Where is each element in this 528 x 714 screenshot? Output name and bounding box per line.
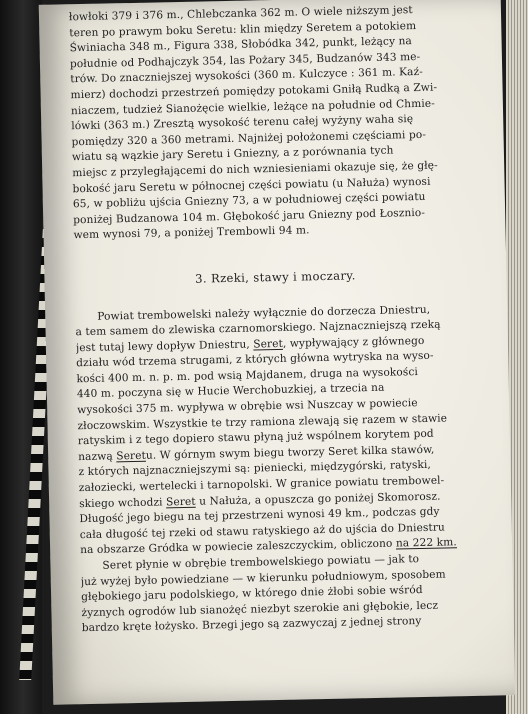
text-line: lówki (363 m.) Zresztą wysokość terenu całej wyżyny waha się [71, 113, 414, 133]
text-line: wysokości 375 m. wypływa w obrębie wsi Nuszcay w powiecie [77, 397, 418, 417]
text-line: załoziecki, wertelecki i tarnopolski. W granice powiatu trembowel- [78, 474, 445, 495]
text-line: bardzo kręte łożysko. Brzegi jego są zazwyczaj z jednej strony [81, 615, 422, 635]
underlined-word: Seret [165, 495, 196, 508]
paragraph-terrain [69, 2, 476, 244]
text-line: wem wynosi 79, a poniżej Trembowli 94 m. [73, 224, 310, 242]
text-line: pomiędzy 320 a 360 metrami. Najniżej położonemi częściami po- [71, 128, 427, 149]
text-line: ratyskim i z tego dopiero stawu płyną już wspólnem korytem pod [77, 427, 434, 448]
text-line: wiatu są wązkie jary Seretu i Gniezny, a z porównania tych [71, 144, 394, 164]
section-heading: 3. Rzeki, stawy i moczary. [195, 268, 356, 286]
underlined-word: Seret [253, 337, 284, 351]
text-line: już wyżej było powiedziane — w kierunku południowym, sposobem [80, 568, 446, 588]
text-line: cała długość tej rzeki od stawu ratyskiego aż do ujścia do Dniestru [79, 521, 446, 541]
text-line: Świniacha 348 m., Figura 338, Słobódka 342, punkt, leżący na [69, 35, 413, 55]
text-line: 65, w pobliżu ujścia Gniezny 73, a w południowej części powiatu [72, 190, 426, 211]
underlined-word: Seret [116, 449, 147, 463]
paragraph-rivers [75, 301, 482, 559]
text-line: mierz) dochodzi przestrzeń pomiędzy potokami Gniłą Rudką a Zwi- [70, 81, 438, 102]
page-text [69, 2, 484, 637]
book-page [39, 0, 516, 705]
text-line: na obszarze Gródka w powiecie zaleszczyckim, obliczono na 222 km. [80, 536, 457, 557]
text-line: żyznych ogrodów lub sianożęć niezbyt szerokie ani głębokie, lecz [81, 599, 439, 619]
text-line: południe od Podhajczyk 354, las Pożary 345, Budzanów 343 me- [69, 50, 421, 71]
paragraph-seret-course [80, 551, 484, 637]
text-line: miejsc z przyległającemi do nich wzniesieniami okazuje się, że głę- [72, 159, 438, 180]
text-line: złoczowskim. Wszystkie te trzy ramiona zlewają się razem w stawie [77, 412, 448, 432]
text-line: trów. Do znaczniejszej wysokości (360 m. Kulczyce : 361 m. Kaź- [70, 66, 424, 86]
text-line: skiego wchodzi Seret u Nałuża, a opuszcza go poniżej Skomorosz. [79, 490, 441, 510]
text-line: a tem samem do zlewiska czarnomorskiego. Najznaczniejszą rzeką [75, 318, 441, 339]
text-line: nazwą Seretu. W górnym swym biegu tworzy Seret kilka stawów, [78, 443, 435, 464]
text-line: łowłoki 379 i 376 m., Chlebczanka 362 m. O wiele niższym jest [68, 4, 413, 24]
text-line: Długość jego biegu na tej przestrzeni wynosi 49 km., podczas gdy [79, 505, 440, 526]
text-line: kości 400 m. n. p. m. pod wsią Majdanem, druga na wysokości [76, 365, 419, 386]
text-line: 440 m. poczyna się w Hucie Werchobuzkiej, a trzecia na [76, 382, 385, 401]
text-line: bokość jaru Seretu w północnej części powiatu (u Nałuża) wynosi [72, 175, 431, 195]
underlined-word: na 222 km. [395, 536, 457, 550]
text-line: teren po prawym boku Seretu: klin między Seretem a potokiem [69, 19, 417, 39]
text-line: niaczem, tudzież Sianożęcie wielkie, leżące na południe od Chmie- [70, 97, 435, 117]
text-line: działu wód trzema strugami, z których główna wytryska na wyso- [76, 350, 434, 370]
text-line: głębokiego jaru podolskiego, w którego dnie żłobi sobie wśród [81, 584, 423, 604]
text-line: Powiat trembowelski należy wyłącznie do dorzecza Dniestru, [97, 303, 431, 323]
text-line: jest tutaj lewy dopływ Dniestru, Seret, wypływający z głównego [75, 334, 425, 354]
text-line: Seret płynie w obrębie trembowelskiego powiatu — jak to [102, 553, 420, 572]
text-line: poniżej Budzanowa 104 m. Głębokość jaru Gniezny pod Łosznio- [73, 206, 426, 226]
text-line: z których najznaczniejszymi są: pieniecki, międzygórski, ratyski, [78, 459, 432, 479]
